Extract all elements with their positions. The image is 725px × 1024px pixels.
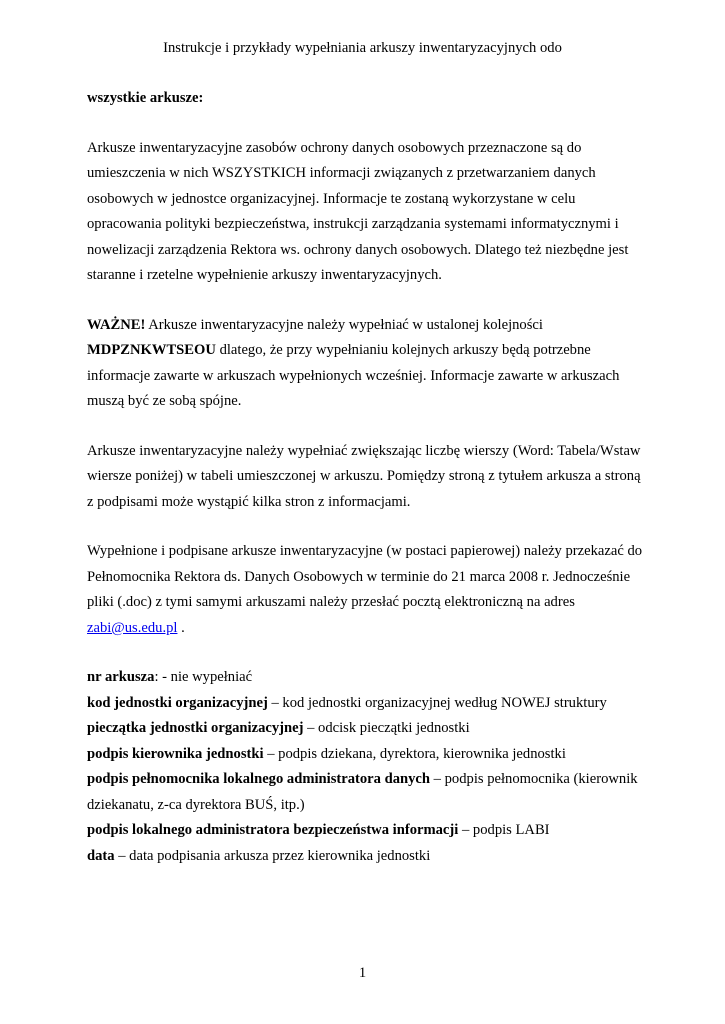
page-header: Instrukcje i przykłady wypełniania arkuszy inwentaryzacyjnych odo xyxy=(163,40,562,56)
submission-paragraph: Wypełnione i podpisane arkusze inwentaryzacyjne (w postaci papierowej) należy przekazać do Pełnomocnika Rektora ds. Danych Osobowych w terminie do 21 marca 2008 r. Jednocześnie pliki (.doc) z tymi samymi arkuszami należy przesłać pocztą elektroniczną na adres zabi@us.edu.pl . xyxy=(87,543,643,636)
definition-item: podpis pełnomocnika lokalnego administratora danych – podpis pełnomocnika (kierownik dziekanatu, z-ca dyrektora BUŚ, itp.) xyxy=(87,771,638,813)
definition-item: kod jednostki organizacyjnej – kod jednostki organizacyjnej według NOWEJ struktury xyxy=(87,694,607,711)
email-link[interactable]: zabi@us.edu.pl xyxy=(87,619,178,636)
definition-item: podpis lokalnego administratora bezpieczeństwa informacji – podpis LABI xyxy=(87,822,550,838)
definition-item: nr arkusza: - nie wypełniać xyxy=(87,669,253,685)
definition-item: data – data podpisania arkusza przez kierownika jednostki xyxy=(87,847,431,864)
definitions-list xyxy=(87,665,647,869)
order-code: MDPZNKWTSEOU xyxy=(87,342,216,358)
definition-item: podpis kierownika jednostki – podpis dziekana, dyrektora, kierownika jednostki xyxy=(87,745,566,762)
page-number: 1 xyxy=(358,965,367,981)
rows-paragraph: Arkusze inwentaryzacyjne należy wypełniać zwiększając liczbę wierszy (Word: Tabela/Wstaw wiersze poniżej) w tabeli umieszczonej w arkuszu. Pomiędzy stroną z tytułem arkusza a stroną z podpisami może wystąpić kilka stron z informacjami. xyxy=(87,442,641,510)
document-body xyxy=(87,86,647,869)
definition-item: pieczątka jednostki organizacyjnej – odcisk pieczątki jednostki xyxy=(87,720,470,736)
intro-paragraph: Arkusze inwentaryzacyjne zasobów ochrony danych osobowych przeznaczone są do umieszczenia w nich WSZYSTKICH informacji związanych z przetwarzaniem danych osobowych w jednostce organizacyjnej. Informacje te zostaną wykorzystane w celu opracowania polityki bezpieczeństwa, instrukcji zarządzania systemami informatycznymi i nowelizacji zarządzenia Rektora ws. ochrony danych osobowych. Dlatego też niezbędne jest staranne i rzetelne wypełnienie arkuszy inwentaryzacyjnych. xyxy=(87,139,629,283)
important-label: WAŻNE! xyxy=(87,316,146,333)
important-paragraph: WAŻNE! Arkusze inwentaryzacyjne należy wypełniać w ustalonej kolejności MDPZNKWTSEOU dlatego, że przy wypełnianiu kolejnych arkuszy będą potrzebne informacje zawarte w arkuszach wypełnionych wcześniej. Informacje zawarte w arkuszach muszą być ze sobą spójne. xyxy=(87,316,620,409)
section-heading: wszystkie arkusze: xyxy=(87,90,204,106)
